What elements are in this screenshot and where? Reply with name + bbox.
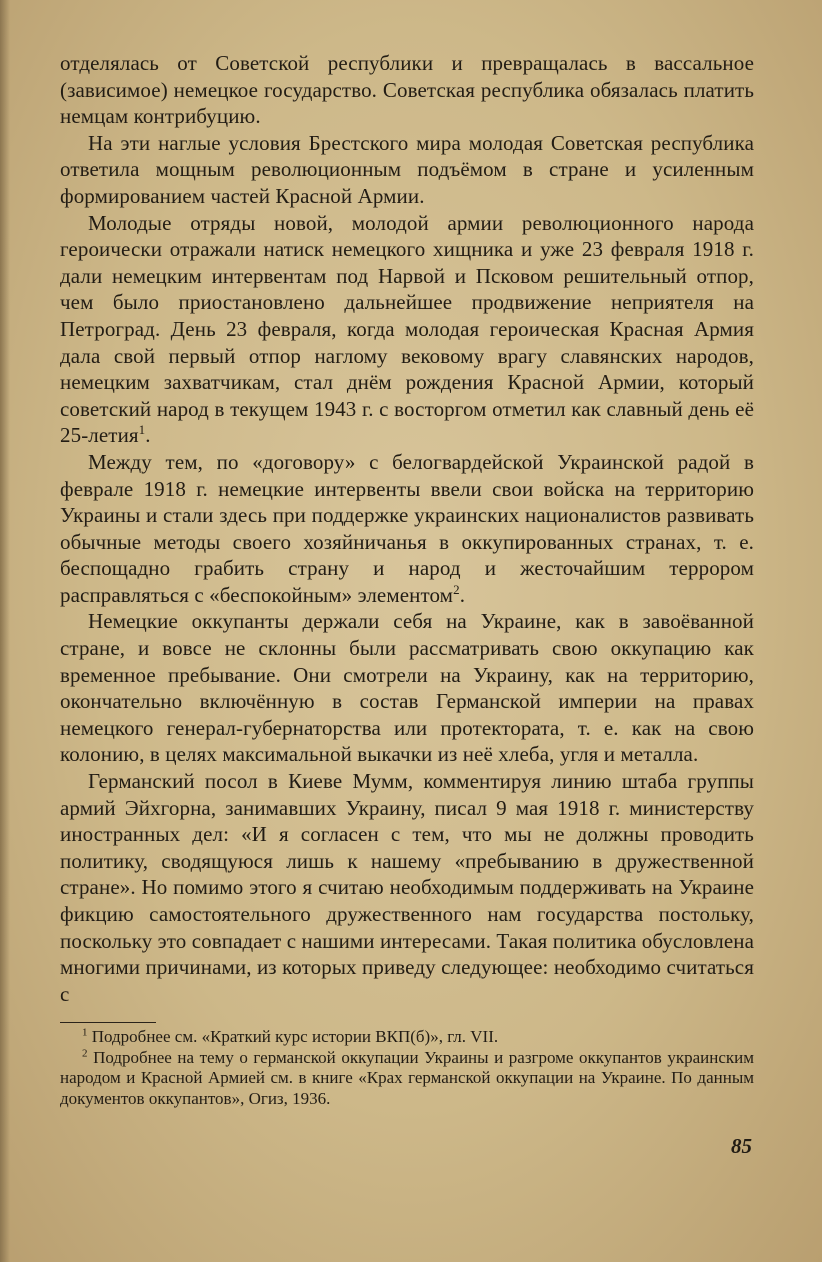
footnote-1-mark: 1 <box>82 1026 88 1039</box>
paragraph-3-text: Молодые отряды новой, молодой армии революционного народа героически отражали натиск немецкого хищника и уже 23 февраля 1918 г. дали немецким интервентам под Нарвой и Псковом решительный отпор, чем было приостановлено дальнейшее продвижение неприятеля на Петроград. День 23 февраля, когда молодая героическая Красная Армия дала свой первый отпор наглому вековому врагу славянских народов, немецким захватчикам, стал днём рождения Красной Армии, который советский народ в текущем 1943 г. с восторгом отметил как славный день её 25-летия <box>60 210 754 448</box>
footnotes <box>60 1027 754 1109</box>
paragraph-4-end: . <box>459 582 466 607</box>
paragraph-5: Немецкие оккупанты держали себя на Украине, как в завоёванной стране, и вовсе не склонны были рассматривать свою оккупацию как временное пребывание. Они смотрели на Украину, как на территорию, окончательно включённую в состав Германской империи на правах немецкого генерал-губернаторства или протектората, т. е. как на свою колонию, в целях максимальной выкачки из неё хлеба, угля и металла. <box>60 609 754 767</box>
footnote-2-mark: 2 <box>82 1046 88 1059</box>
footnote-1 <box>60 1027 754 1048</box>
paragraph-4-text: Между тем, по «договору» с белогвардейской Украинской радой в феврале 1918 г. немецкие интервенты ввели свои войска на территорию Украины и стали здесь при поддержке украинских националистов развивать обычные методы своего хозяйничанья в оккупированных странах, т. е. беспощадно грабить страну и народ и жесточайшим террором расправляться с «беспокойным» элементом <box>60 449 754 607</box>
paragraph-3-end: . <box>145 423 151 448</box>
paragraph-4 <box>60 449 754 609</box>
footnote-ref-2: 2 <box>453 581 460 597</box>
footnote-ref-1: 1 <box>138 422 146 438</box>
footnote-2-text: Подробнее на тему о германской оккупации Украины и разгроме оккупантов украинским народом и Красной Армией см. в книге «Крах германской оккупации на Украине. По данным документов оккупантов», Огиз, 1936. <box>60 1047 754 1108</box>
paragraph-1: отделялась от Советской республики и превращалась в вассальное (зависимое) немецкое государство. Советская республика обязалась платить немцам контрибуцию. <box>60 51 754 129</box>
paragraph-2: На эти наглые условия Брестского мира молодая Советская республика ответила мощным революционным подъёмом в стране и усиленным формированием частей Красной Армии. <box>60 130 754 208</box>
page-edge-shadow <box>0 0 10 1262</box>
main-text <box>60 50 754 1007</box>
paragraph-6: Германский посол в Киеве Мумм, комментируя линию штаба группы армий Эйхгорна, занимавших Украину, писал 9 мая 1918 г. министерству иностранных дел: «И я согласен с тем, что мы не должны проводить политику, сводящуюся лишь к нашему «пребыванию в дружественной стране». Но помимо этого я считаю необходимым поддерживать на Украине фикцию самостоятельного дружественного нам государства постольку, поскольку это совпадает с нашими интересами. Такая политика обусловлена многими причинами, из которых приведу следующее: необходимо считаться с <box>60 769 754 1006</box>
footnote-divider <box>60 1022 156 1023</box>
footnote-1-text: Подробнее см. «Краткий курс истории ВКП(б)», гл. VII. <box>91 1027 499 1046</box>
footnote-2 <box>60 1048 754 1110</box>
page-number: 85 <box>731 1134 752 1158</box>
paragraph-3 <box>60 210 754 449</box>
